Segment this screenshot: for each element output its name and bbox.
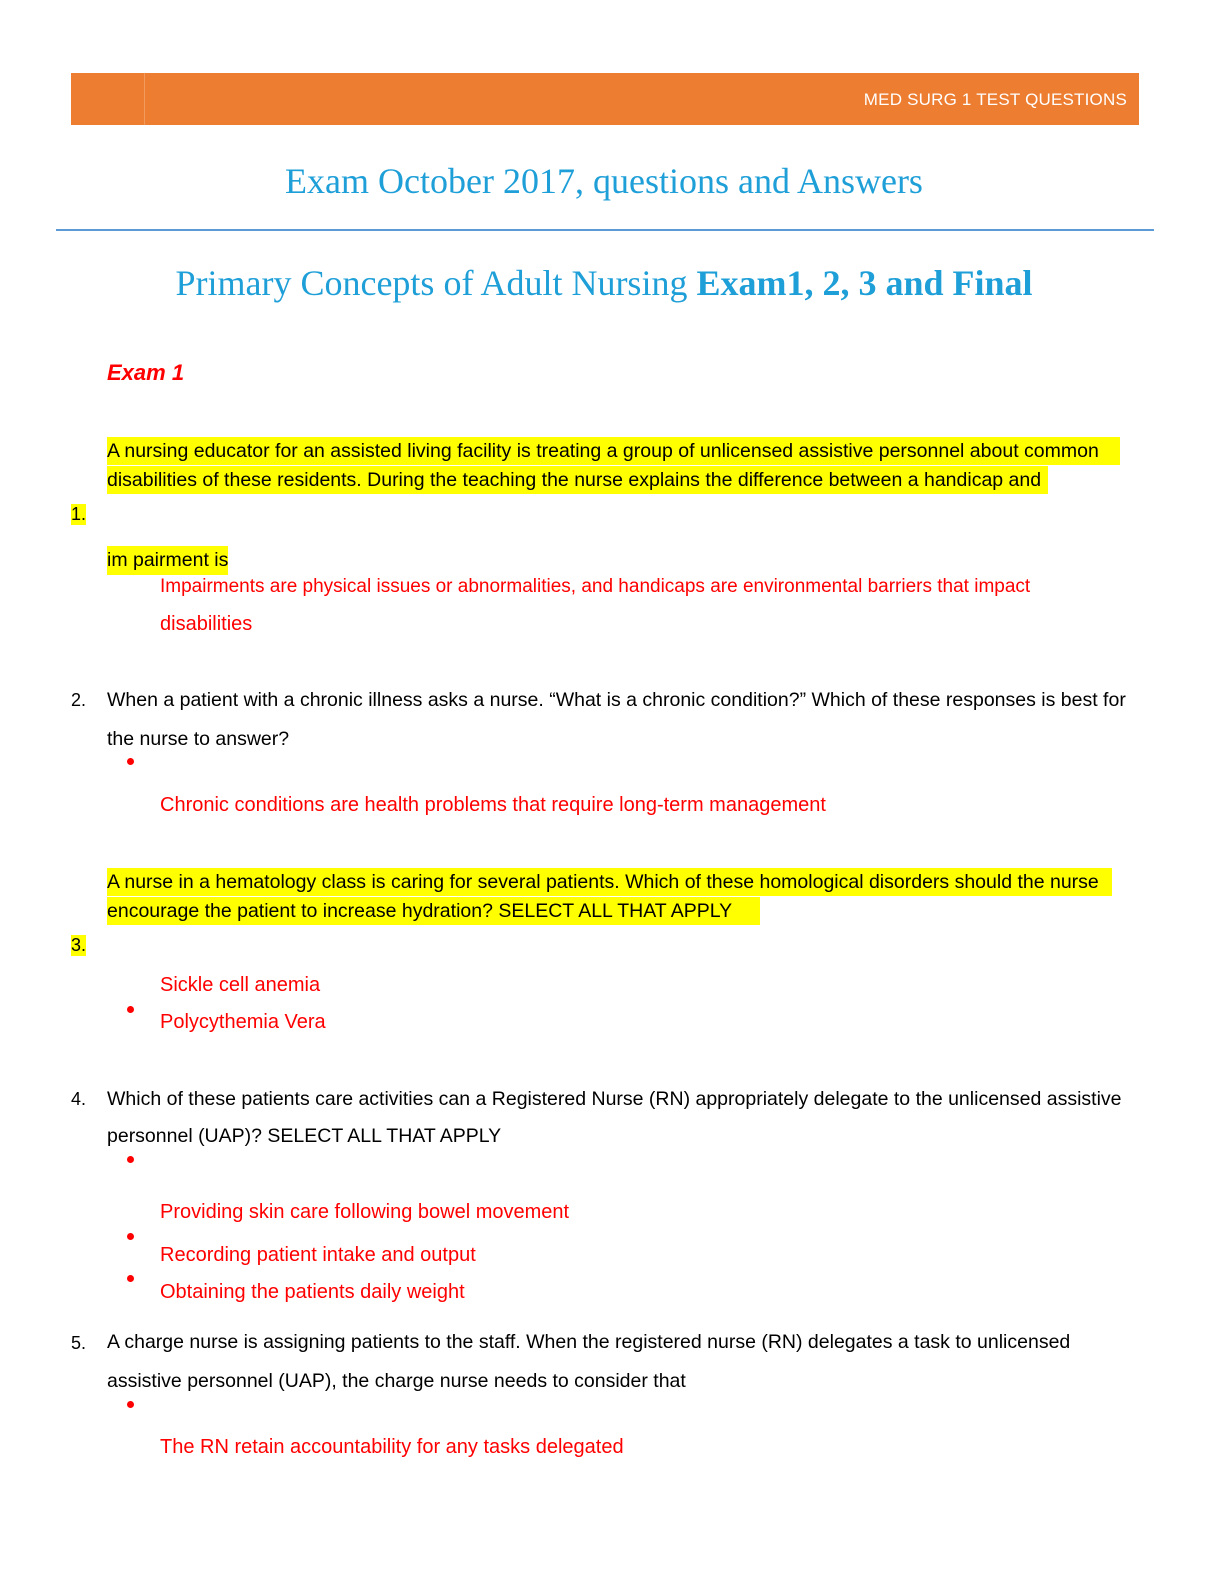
answer-5: The RN retain accountability for any tasks delegated <box>160 1436 624 1458</box>
question-1-text-2: disabilities of these residents. During the teaching the nurse explains the difference between a handicap and <box>107 469 1042 491</box>
question-3-line-2 <box>107 897 760 925</box>
question-3-line-1 <box>107 868 1112 896</box>
question-1-number: 1. <box>71 504 87 524</box>
question-4-line-1: Which of these patients care activities can a Registered Nurse (RN) appropriately delegate to the unlicensed assistive <box>107 1088 1122 1110</box>
answer-4-3: Obtaining the patients daily weight <box>160 1281 465 1303</box>
bullet-icon <box>127 1275 134 1282</box>
question-1-line-2 <box>107 466 1048 494</box>
subtitle-bold: Exam1, 2, 3 and Final <box>696 263 1033 303</box>
question-1-line-1 <box>107 437 1120 465</box>
title-rule <box>56 229 1154 231</box>
question-5-line-2: assistive personnel (UAP), the charge nurse needs to consider that <box>107 1370 686 1392</box>
answer-4-1: Providing skin care following bowel movement <box>160 1201 570 1223</box>
answer-1-line-2: disabilities <box>160 613 253 635</box>
bullet-icon <box>127 758 134 765</box>
bullet-icon <box>127 1156 134 1163</box>
question-1-text-1: A nursing educator for an assisted living facility is treating a group of unlicensed assistive personnel about common <box>107 440 1099 462</box>
answer-3-2: Polycythemia Vera <box>160 1011 326 1033</box>
header-divider <box>144 73 145 125</box>
question-2-number: 2. <box>71 690 87 710</box>
bullet-icon <box>127 1401 134 1408</box>
question-1-continuation: im pairment is <box>107 546 228 575</box>
bullet-icon <box>127 1233 134 1240</box>
exam-heading: Exam 1 <box>107 360 185 385</box>
subtitle-regular: Primary Concepts of Adult Nursing <box>175 263 697 303</box>
document-title: Exam October 2017, questions and Answers <box>285 161 923 201</box>
header-text: MED SURG 1 TEST QUESTIONS <box>863 90 1127 109</box>
bullet-icon <box>127 1006 134 1013</box>
question-3-text-2: encourage the patient to increase hydration? SELECT ALL THAT APPLY <box>107 900 733 922</box>
answer-2: Chronic conditions are health problems that require long-term management <box>160 794 826 816</box>
answer-1-line-1: Impairments are physical issues or abnormalities, and handicaps are environmental barriers that impact <box>160 576 1031 597</box>
answer-3-1: Sickle cell anemia <box>160 974 321 996</box>
question-3-number: 3. <box>71 935 87 955</box>
question-2-line-1: When a patient with a chronic illness asks a nurse. “What is a chronic condition?” Which of these responses is best for <box>107 689 1126 711</box>
question-5-line-1: A charge nurse is assigning patients to the staff. When the registered nurse (RN) delegates a task to unlicensed <box>107 1331 1071 1353</box>
question-5-number: 5. <box>71 1333 87 1353</box>
question-2-line-2: the nurse to answer? <box>107 728 290 750</box>
document-subtitle <box>0 262 1208 304</box>
question-4-number: 4. <box>71 1089 87 1109</box>
answer-4-2: Recording patient intake and output <box>160 1244 476 1266</box>
question-3-text-1: A nurse in a hematology class is caring for several patients. Which of these homological disorders should the nurse <box>107 871 1099 893</box>
question-4-line-2: personnel (UAP)? SELECT ALL THAT APPLY <box>107 1125 502 1147</box>
